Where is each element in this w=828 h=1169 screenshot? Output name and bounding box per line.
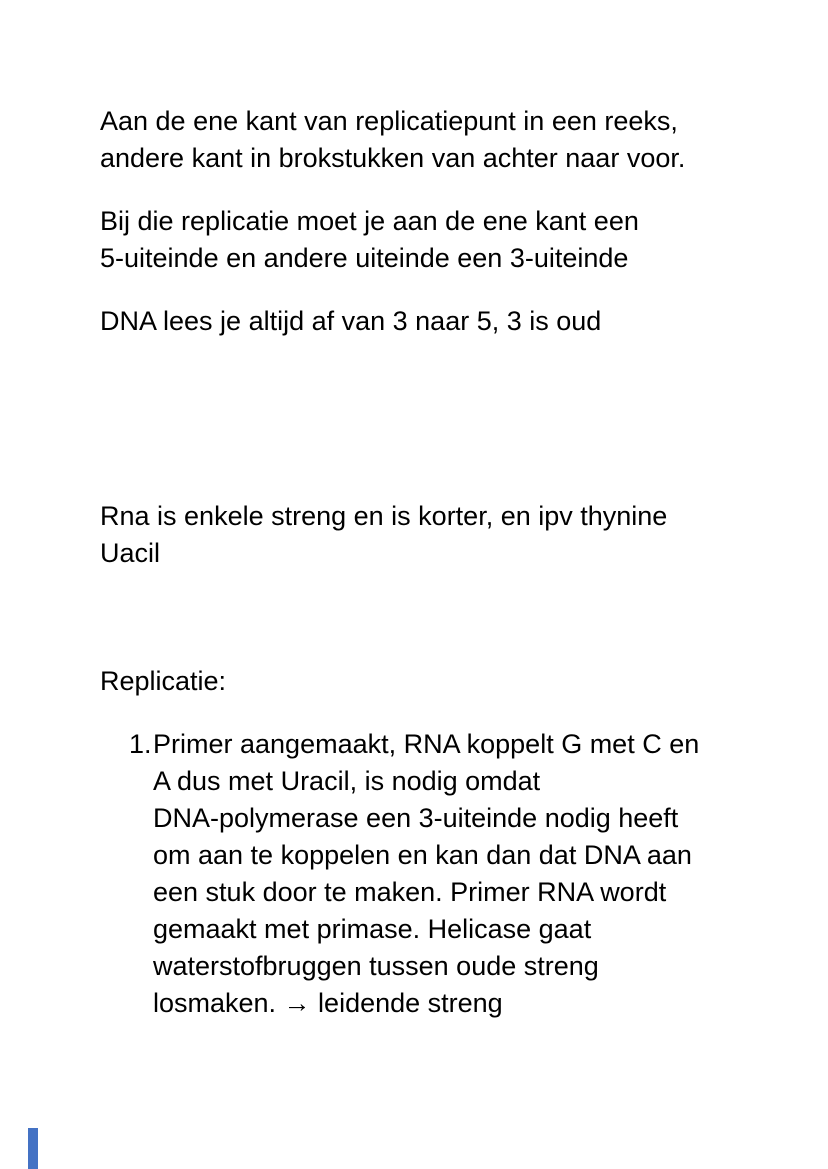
text-line: Aan de ene kant van replicatiepunt in een reeks, [100,106,678,136]
list-item-text [153,726,760,1022]
text-line: 5-uiteinde en andere uiteinde een 3-uiteinde [100,243,629,273]
text-line: Bij die replicatie moet je aan de ene kant een [100,206,639,236]
section-heading [100,663,760,700]
text-line: DNA lees je altijd af van 3 naar 5, 3 is oud [100,306,602,336]
text-line: waterstofbruggen tussen oude streng [153,951,599,981]
text-line: Replicatie: [100,666,227,696]
text-line: een stuk door te maken. Primer RNA wordt [153,877,667,907]
numbered-list-item [100,726,760,1022]
document-text-area[interactable] [100,103,760,1022]
text-line: DNA-polymerase een 3-uiteinde nodig heeft [153,803,679,833]
list-item-number: 1. [129,729,152,759]
text-line: Rna is enkele streng en is korter, en ipv thynine [100,501,668,531]
text-line: gemaakt met primase. Helicase gaat [153,914,592,944]
text-line: om aan te koppelen en kan dan dat DNA aan [153,840,692,870]
blank-lines [100,366,760,498]
blank-line [100,598,760,663]
text-line: losmaken. → leidende streng [153,988,503,1018]
paragraph [100,203,760,277]
text-cursor-indicator [28,1128,38,1169]
text-line: andere kant in brokstukken van achter naar voor. [100,143,686,173]
paragraph [100,498,760,572]
text-line: Primer aangemaakt, RNA koppelt G met C en [153,729,700,759]
text-line: A dus met Uracil, is nodig omdat [153,766,541,796]
text-line: Uacil [100,538,161,568]
paragraph [100,103,760,177]
paragraph [100,303,760,340]
